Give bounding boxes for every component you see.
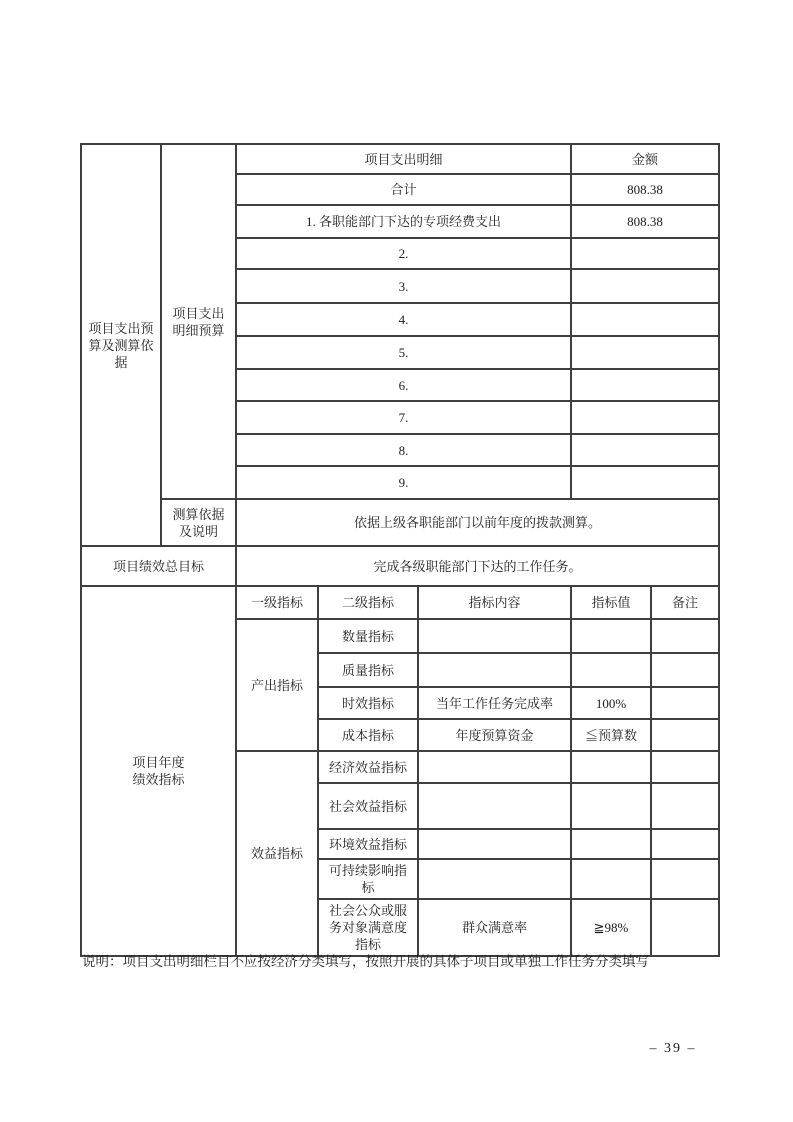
remark-cell [651, 783, 719, 829]
level2-cell: 可持续影响指标 [318, 859, 418, 899]
content-cell [418, 829, 571, 859]
remark-cell [651, 751, 719, 783]
detail-amount-cell [571, 434, 719, 466]
level2-cell: 数量指标 [318, 619, 418, 653]
remark-cell [651, 619, 719, 653]
detail-item-cell: 3. [236, 269, 571, 303]
detail-header-amount: 金额 [571, 144, 719, 174]
detail-budget-label [161, 144, 236, 499]
content-cell [418, 783, 571, 829]
remark-cell [651, 719, 719, 751]
content-cell [418, 619, 571, 653]
detail-amount-cell [571, 303, 719, 336]
detail-item-cell: 9. [236, 466, 571, 499]
detail-item-cell: 1. 各职能部门下达的专项经费支出 [236, 205, 571, 238]
content-cell [418, 751, 571, 783]
detail-amount-cell [571, 336, 719, 369]
level2-cell: 质量指标 [318, 653, 418, 687]
level2-cell: 环境效益指标 [318, 829, 418, 859]
value-cell [571, 859, 651, 899]
detail-item-cell: 6. [236, 369, 571, 401]
total-amount-cell: 808.38 [571, 174, 719, 205]
detail-item-cell: 2. [236, 238, 571, 269]
budget-section-label-text: 项目支出预算及测算依据 [88, 320, 154, 370]
footnote: 说明：项目支出明细栏目不应按经济分类填写，按照开展的具体子项目或单独工作任务分类填写 [82, 954, 649, 969]
content-cell [418, 859, 571, 899]
overall-goal-value: 完成各级职能部门下达的工作任务。 [236, 546, 719, 586]
content-cell [418, 653, 571, 687]
detail-item-cell: 8. [236, 434, 571, 466]
value-cell [571, 783, 651, 829]
detail-header-item: 项目支出明细 [236, 144, 571, 174]
header-content: 指标内容 [418, 586, 571, 619]
content-cell: 当年工作任务完成率 [418, 687, 571, 719]
header-level1: 一级指标 [236, 586, 318, 619]
level2-cell: 经济效益指标 [318, 751, 418, 783]
basis-label [161, 499, 236, 546]
value-cell: ≦预算数 [571, 719, 651, 751]
table-row [81, 499, 719, 546]
budget-performance-table [80, 143, 720, 957]
basis-label-text: 测算依据及说明 [172, 506, 225, 539]
page-number: – 39 – [649, 1041, 697, 1056]
header-remark: 备注 [651, 586, 719, 619]
detail-item-cell: 4. [236, 303, 571, 336]
value-cell: ≧98% [571, 899, 651, 956]
performance-section-label [81, 586, 236, 956]
content-cell: 群众满意率 [418, 899, 571, 956]
value-cell [571, 751, 651, 783]
remark-cell [651, 899, 719, 956]
budget-section-label [81, 144, 161, 546]
remark-cell [651, 829, 719, 859]
detail-amount-cell [571, 401, 719, 434]
group-benefit-label: 效益指标 [236, 751, 318, 956]
detail-amount-cell [571, 466, 719, 499]
overall-goal-label: 项目绩效总目标 [81, 546, 236, 586]
detail-budget-label-text: 项目支出明细预算 [172, 305, 225, 338]
performance-section-label-text: 项目年度绩效指标 [132, 755, 185, 787]
remark-cell [651, 653, 719, 687]
table-row [81, 546, 719, 586]
header-level2: 二级指标 [318, 586, 418, 619]
level2-cell: 成本指标 [318, 719, 418, 751]
value-cell [571, 829, 651, 859]
remark-cell [651, 859, 719, 899]
table-row [81, 144, 719, 174]
detail-amount-cell [571, 238, 719, 269]
detail-amount-cell [571, 269, 719, 303]
detail-item-cell: 7. [236, 401, 571, 434]
content-cell: 年度预算资金 [418, 719, 571, 751]
detail-amount-cell: 808.38 [571, 205, 719, 238]
detail-amount-cell [571, 369, 719, 401]
level2-cell: 时效指标 [318, 687, 418, 719]
value-cell [571, 653, 651, 687]
value-cell [571, 619, 651, 653]
level2-cell: 社会公众或服务对象满意度指标 [318, 899, 418, 956]
detail-item-cell: 5. [236, 336, 571, 369]
header-value: 指标值 [571, 586, 651, 619]
remark-cell [651, 687, 719, 719]
value-cell: 100% [571, 687, 651, 719]
basis-value: 依据上级各职能部门以前年度的拨款测算。 [236, 499, 719, 546]
total-label-cell: 合计 [236, 174, 571, 205]
level2-cell: 社会效益指标 [318, 783, 418, 829]
table-row [81, 586, 719, 619]
group-output-label: 产出指标 [236, 619, 318, 751]
